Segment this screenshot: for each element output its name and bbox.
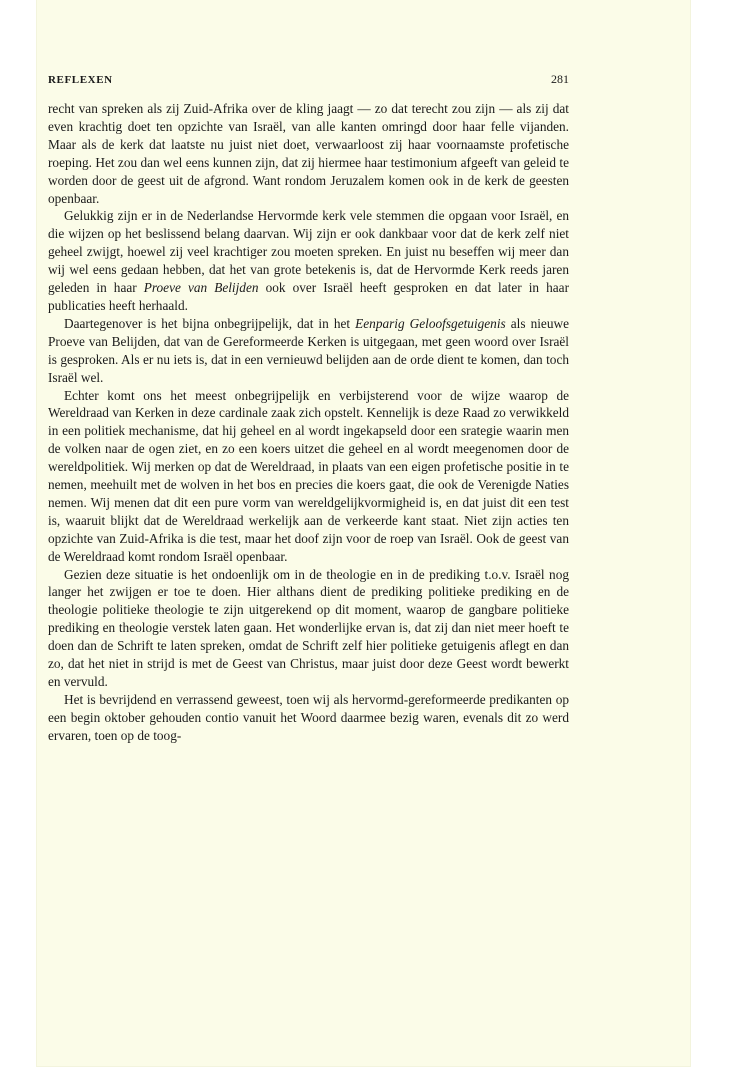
paragraph bbox=[48, 315, 569, 387]
paragraph bbox=[48, 207, 569, 314]
running-head: REFLEXEN bbox=[48, 74, 113, 86]
text-run: als nieuwe Proeve van Belijden, dat van de Gereformeerde Kerken is uitgegaan, met geen woord over Israël is gesproken. Als er nu iets is, dat in een vernieuwd belijden aan de orde dient te komen, dan toch Israël wel. bbox=[48, 315, 569, 385]
text-run: ook over Israël heeft gesproken en dat later in haar publicaties heeft herhaald. bbox=[48, 280, 570, 313]
paragraph bbox=[48, 100, 569, 207]
paragraph bbox=[48, 387, 569, 566]
paragraph bbox=[48, 566, 569, 691]
body-text bbox=[48, 100, 569, 745]
text-run: Daartegenover is het bijna onbegrijpelijk, dat in het bbox=[64, 315, 356, 331]
paragraph bbox=[48, 691, 569, 745]
text-run: Gezien deze situatie is het ondoenlijk om in de theologie en in de prediking t.o.v. Israël nog langer het zwijgen er toe te doen. Hier althans dient de prediking politieke prediking en de theologie politieke theologie te zijn uitgerekend op dit moment, waarop de gangbare politieke prediking en theologie verstek laten gaan. Het wonderlijke ervan is, dat zij dan niet meer hoeft te doen dan de Schrift te laten spreken, omdat de Schrift zelf hier politieke getuigenis aflegt en dan zo, dat het niet in strijd is met de Geest van Christus, maar juist door deze Geest wordt bewerkt en vervuld. bbox=[48, 566, 569, 689]
text-run: Gelukkig zijn er in de Nederlandse Hervormde kerk vele stemmen die opgaan voor Israël, en die wijzen op het beslissend belang daarvan. Wij zijn er ook dankbaar voor dat de kerk zelf niet geheel zwijgt, hoewel zij veel krachtiger zou moeten spreken. En juist nu beseffen wij meer dan wij wel eens gedaan hebben, dat het van grote betekenis is, dat de Hervormde Kerk reeds jaren geleden in haar bbox=[48, 208, 569, 296]
italic-title: Proeve van Belijden bbox=[143, 280, 259, 296]
text-run: Het is bevrijdend en verrassend geweest, toen wij als hervormd-gereformeerde predikanten op een begin oktober gehouden contio vanuit het Woord daarmee bezig waren, evenals dit zo werd ervaren, toen op de toog- bbox=[48, 691, 569, 743]
page-number: 281 bbox=[551, 72, 569, 86]
text-run: Echter komt ons het meest onbegrijpelijk en verbijsterend voor de wijze waarop de Wereldraad van Kerken in deze cardinale zaak zich opstelt. Kennelijk is deze Raad zo verwikkeld in een politiek mechanisme, dat hij geheel en al wordt ingekapseld door een srategie waarin men de volken naar de ogen ziet, en zo een koers uitzet die geheel en al wordt meegenomen door de wereldpolitiek. Wij merken op dat de Wereldraad, in plaats van een eigen profetische positie in te nemen, meehuilt met de wolven in het bos en precies die koers gaat, die ook de Verenigde Naties nemen. Wij menen dat dit een pure vorm van wereldgelijkvormigheid is, en dat juist dit een test is, waaruit blijkt dat de Wereldraad werkelijk aan de verkeerde kant staat. Niet zijn acties ten opzichte van Zuid-Afrika is die test, maar het doof zijn voor de roep van Israël. Ook de geest van de Wereldraad komt rondom Israël openbaar. bbox=[48, 387, 569, 564]
page-header bbox=[48, 72, 569, 87]
text-run: recht van spreken als zij Zuid-Afrika over de kling jaagt — zo dat terecht zou zijn — als zij dat even krachtig doet ten opzichte van Israël, van alle kanten omringd door haar felle vijanden. Maar als de kerk dat laatste nu juist niet doet, verwaarloost zij haar voornaamste profetische roeping. Het zou dan wel eens kunnen zijn, dat zij hiermee haar testimonium afgeeft van geleid te worden door de geest uit de afgrond. Want rondom Jeruzalem komen ook in de kerk de geesten openbaar. bbox=[48, 101, 569, 206]
italic-title: Eenparig Geloofsgetuigenis bbox=[355, 315, 506, 331]
